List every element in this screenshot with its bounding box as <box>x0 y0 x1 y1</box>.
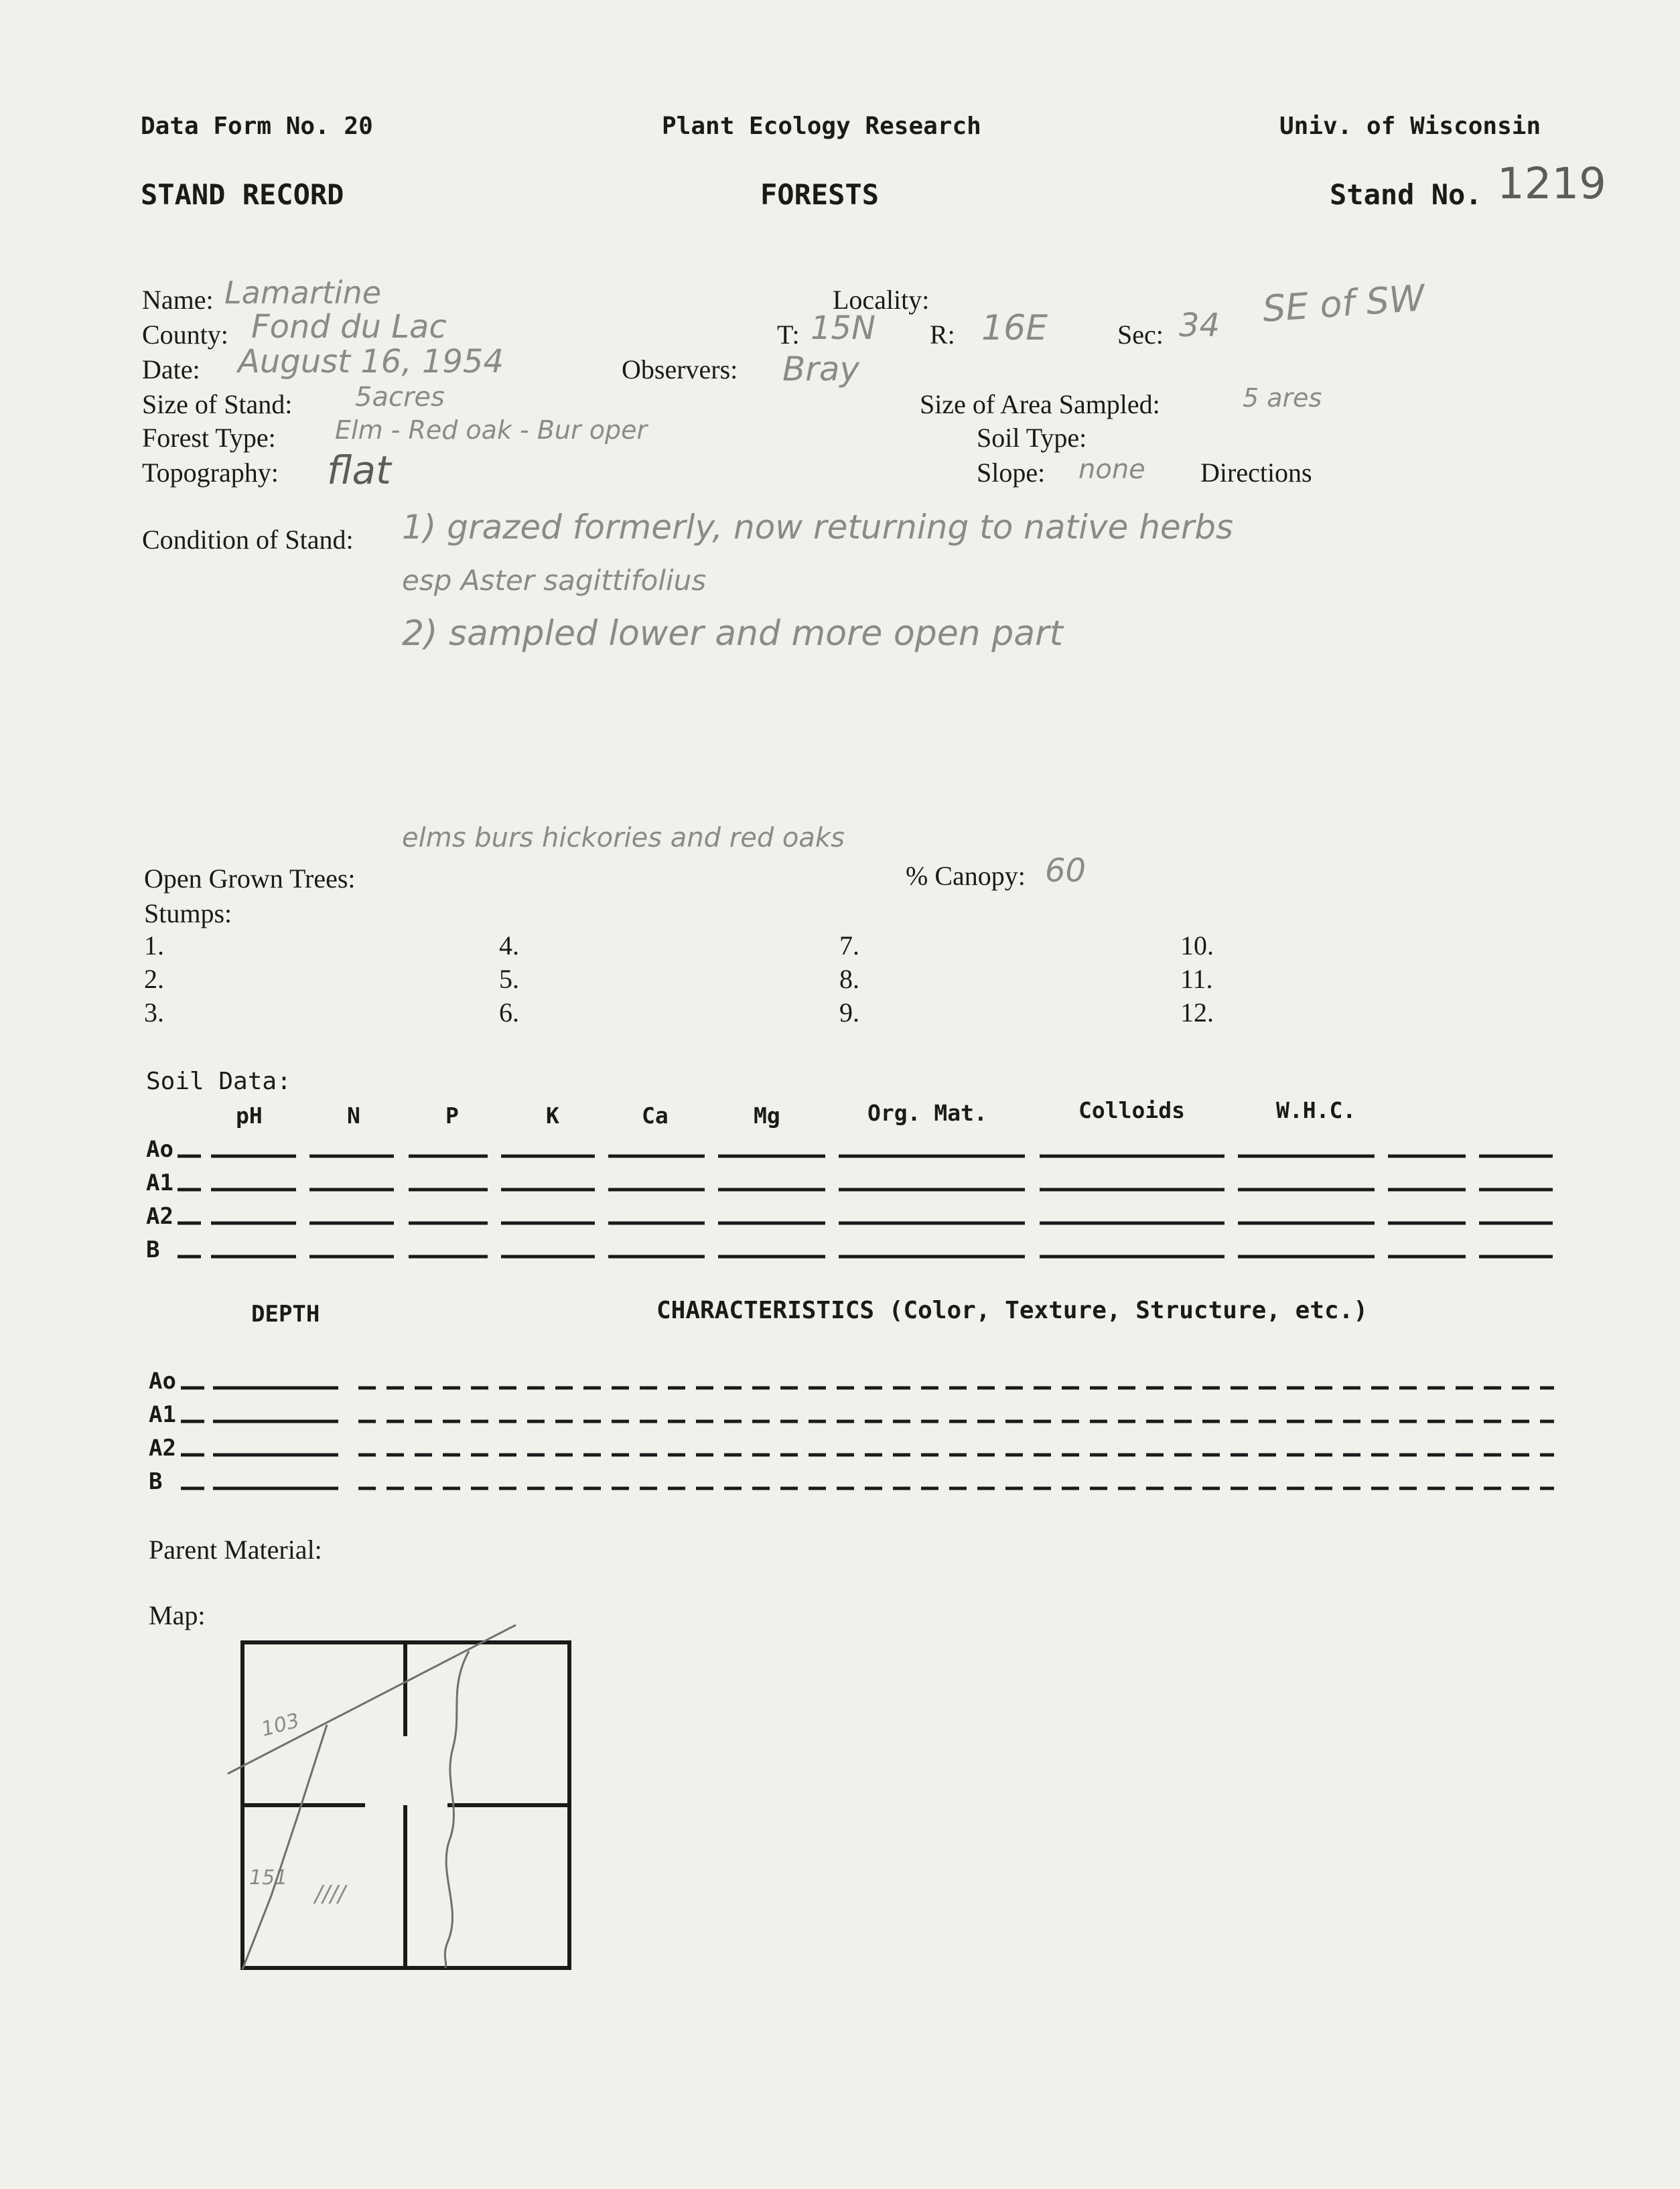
stump-6: 6. <box>499 997 519 1028</box>
condition-line-2: esp Aster sagittifolius <box>402 564 707 597</box>
stand-no-value: 1219 <box>1497 159 1606 209</box>
stand-no-label: Stand No. <box>1330 178 1482 211</box>
soil-col-ca: Ca <box>642 1103 669 1129</box>
soil-row-b: B <box>146 1237 160 1263</box>
organization: Plant Ecology Research <box>662 113 981 140</box>
condition-line-1: 1) grazed formerly, now returning to native herbs <box>402 508 1234 547</box>
condition-label: Condition of Stand: <box>142 524 354 555</box>
stump-5: 5. <box>499 964 519 994</box>
locality-label: Locality: <box>833 285 930 315</box>
size-of-stand-value: 5acres <box>355 382 445 413</box>
topography-value: flat <box>327 447 391 493</box>
characteristics-label: CHARACTERISTICS (Color, Texture, Structure, etc.) <box>656 1297 1369 1324</box>
soil-data-title: Soil Data: <box>146 1068 291 1095</box>
stump-2: 2. <box>144 964 164 994</box>
soil-row-a1: A1 <box>146 1170 173 1196</box>
soil-col-k: K <box>546 1103 559 1129</box>
soil-col-org-mat: Org. Mat. <box>867 1100 987 1126</box>
section-note: SE of SW <box>1261 277 1427 330</box>
size-of-area-value: 5 ares <box>1243 383 1322 413</box>
soil-col-mg: Mg <box>754 1103 780 1129</box>
open-grown-value: elms burs hickories and red oaks <box>402 823 845 853</box>
soil-col-ph: pH <box>236 1103 263 1129</box>
depth-label: DEPTH <box>251 1301 320 1328</box>
soil-col-whc: W.H.C. <box>1276 1097 1356 1123</box>
soil-type-label: Soil Type: <box>977 423 1087 453</box>
name-value: Lamartine <box>224 275 381 311</box>
section-label: Sec: <box>1117 320 1164 350</box>
canopy-value: 60 <box>1045 852 1087 890</box>
stump-1: 1. <box>144 930 164 961</box>
forest-type-value: Elm - Red oak - Bur oper <box>335 415 648 445</box>
county-value: Fond du Lac <box>251 308 447 346</box>
map-label: Map: <box>149 1600 206 1630</box>
parent-material-label: Parent Material: <box>149 1535 322 1565</box>
soil-row-ao: Ao <box>146 1136 173 1163</box>
open-grown-label: Open Grown Trees: <box>144 863 356 894</box>
size-of-stand-label: Size of Stand: <box>142 389 293 419</box>
map-frame <box>242 1642 569 1968</box>
observers-value: Bray <box>782 350 860 389</box>
township-value: 15N <box>811 309 876 347</box>
county-label: County: <box>142 320 228 350</box>
canopy-label: % Canopy: <box>906 861 1026 891</box>
map-note-151: 151 <box>249 1866 288 1890</box>
section-value: 34 <box>1179 307 1220 344</box>
date-value: August 16, 1954 <box>238 343 504 380</box>
map-note-103: 103 <box>259 1709 302 1742</box>
category-title: FORESTS <box>760 178 880 211</box>
stumps-label: Stumps: <box>144 898 232 928</box>
stump-12: 12. <box>1180 997 1214 1028</box>
township-label: T: <box>777 320 800 350</box>
stump-9: 9. <box>839 997 859 1028</box>
slope-label: Slope: <box>977 457 1046 488</box>
depth-row-a1: A1 <box>149 1401 176 1428</box>
stump-10: 10. <box>1180 930 1214 961</box>
condition-line-3: 2) sampled lower and more open part <box>402 614 1063 654</box>
record-title: STAND RECORD <box>141 178 344 211</box>
date-label: Date: <box>142 354 200 384</box>
soil-rules <box>178 1156 1553 1257</box>
depth-row-b: B <box>149 1468 163 1495</box>
map-pencil-marks <box>228 1625 516 1969</box>
stump-4: 4. <box>499 930 519 961</box>
soil-col-p: P <box>445 1103 459 1129</box>
depth-row-a2: A2 <box>149 1435 176 1462</box>
stump-11: 11. <box>1180 964 1213 994</box>
stump-3: 3. <box>144 997 164 1028</box>
range-label: R: <box>930 320 955 350</box>
characteristics-rules <box>358 1388 1554 1488</box>
soil-col-n: N <box>347 1103 360 1129</box>
observers-label: Observers: <box>622 354 738 384</box>
soil-col-colloids: Colloids <box>1078 1097 1185 1123</box>
name-label: Name: <box>142 285 214 315</box>
forest-type-label: Forest Type: <box>142 423 276 453</box>
form-number: Data Form No. 20 <box>141 113 373 140</box>
range-value: 16E <box>981 308 1048 348</box>
depth-rules <box>181 1388 338 1488</box>
size-of-area-label: Size of Area Sampled: <box>920 389 1160 419</box>
map-note-ticks: //// <box>315 1881 346 1908</box>
depth-row-ao: Ao <box>149 1368 176 1395</box>
stump-7: 7. <box>839 930 859 961</box>
directions-label: Directions <box>1200 457 1312 488</box>
topography-label: Topography: <box>142 457 279 488</box>
slope-value: none <box>1078 454 1145 485</box>
university: Univ. of Wisconsin <box>1279 113 1541 140</box>
soil-row-a2: A2 <box>146 1203 173 1230</box>
stump-8: 8. <box>839 964 859 994</box>
